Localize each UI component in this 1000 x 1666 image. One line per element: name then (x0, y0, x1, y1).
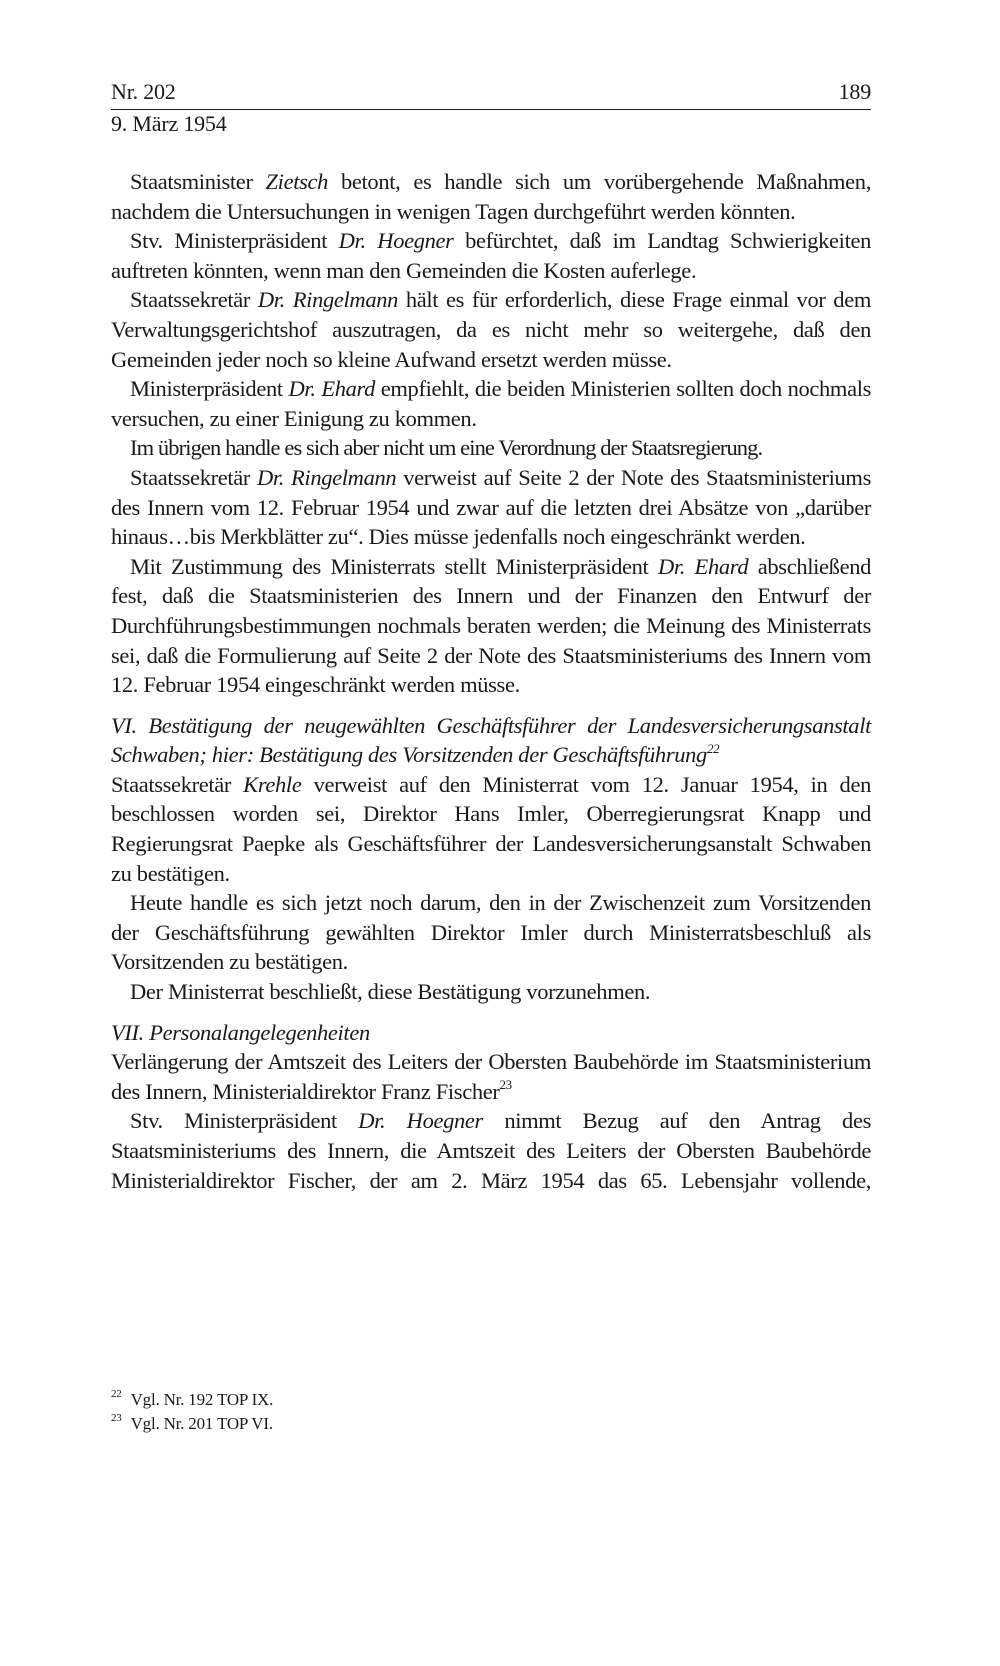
subheading-text: Verlängerung der Amtszeit des Leiters der Obersten Baubehörde im Staatsministerium des Innern, Ministerialdirektor Franz Fischer (111, 1049, 871, 1104)
page-number: 189 (838, 79, 871, 104)
footnote-23 (111, 1412, 273, 1436)
speaker-title: Staatssekretär (130, 287, 258, 313)
speaker-title: Staatssekretär (130, 464, 257, 490)
paragraph-text: betont, es handle sich um vorübergehende Maßnahmen, nachdem die Untersuchungen in wenigen Tagen durchgeführt werden könnten. (111, 169, 871, 224)
footnote-number: 23 (111, 1412, 122, 1425)
speaker-name: Dr. Hoegner (358, 1108, 483, 1134)
paragraph-text: empfiehlt, die beiden Ministerien sollten doch nochmals versuchen, zu einer Einigung zu kommen. (111, 376, 872, 431)
paragraph-text: abschließend fest, daß die Staatsministerien des Innern und der Finanzen den Entwurf der Durchführungsbestimmungen nochmals beraten werden; die Meinung des Ministerrats sei, daß die Formulierung auf Seite 2 der Note des Staatsministeriums des Innern vom 12. Februar 1954 eingeschränkt werden müsse. (111, 553, 872, 698)
section-subheading (111, 1047, 871, 1106)
paragraph-text: nimmt Bezug auf den Antrag des Staatsministeriums des Innern, die Amtszeit des Leiters der Obersten Baubehörde Ministerialdirektor Fischer, der am 2. März 1954 das 65. Lebensjahr vollende, (111, 1108, 871, 1193)
speaker-name: Krehle (243, 771, 302, 797)
paragraph (111, 285, 871, 374)
paragraph-text: Der Ministerrat beschließt, diese Bestätigung vorzunehmen. (130, 979, 651, 1005)
paragraph-text: befürchtet, daß im Landtag Schwierigkeiten auftreten könnten, wenn man den Gemeinden die Kosten auferlege. (111, 228, 872, 283)
paragraph (111, 552, 871, 700)
paragraph-text: hält es für erforderlich, diese Frage einmal vor dem Verwaltungsgerichtshof auszutragen, da es nicht mehr so weitergehe, daß den Gemeinden jeder noch so kleine Aufwand ersetzt werden müsse. (111, 287, 871, 372)
paragraph (111, 770, 871, 888)
speaker-title: Staatsminister (130, 169, 266, 194)
speaker-name: Zietsch (265, 169, 329, 194)
paragraph (111, 1106, 871, 1195)
paragraph (111, 463, 871, 552)
document-body (111, 167, 871, 1195)
running-header (111, 78, 871, 141)
footnote-text: Vgl. Nr. 201 TOP VI. (130, 1414, 273, 1433)
footnote-ref-22[interactable]: 22 (706, 740, 720, 756)
speaker-title: Stv. Ministerpräsident (130, 228, 339, 254)
speaker-name: Dr. Ehard (288, 376, 376, 402)
speaker-title: Staatssekretär (111, 771, 244, 797)
paragraph (111, 226, 871, 285)
section-heading-text: VI. Bestätigung der neugewählten Geschäftsführer der Landesversicherungsanstalt Schwaben; hier: Bestätigung des Vorsitzenden der Geschäftsführung (111, 712, 871, 768)
document-page (111, 78, 871, 1195)
speaker-title: Stv. Ministerpräsident (130, 1108, 359, 1134)
paragraph (111, 167, 871, 226)
paragraph (111, 374, 871, 433)
footnote-ref-23[interactable]: 23 (499, 1077, 512, 1093)
paragraph (111, 888, 871, 977)
speaker-name: Dr. Ringelmann (257, 287, 399, 313)
paragraph-text: verweist auf Seite 2 der Note des Staatsministeriums des Innern vom 12. Februar 1954 und zwar auf die letzten drei Absätze von „darüber hinaus…bis Merkblätter zu“. Dies müsse jedenfalls noch eingeschränkt werden. (111, 464, 871, 550)
speaker-name: Dr. Ringelmann (257, 464, 397, 490)
paragraph (111, 977, 871, 1007)
speaker-title: Mit Zustimmung des Ministerrats stellt Ministerpräsident (130, 553, 658, 579)
paragraph-text: Im übrigen handle es sich aber nicht um eine Verordnung der Staatsregierung. (130, 435, 763, 461)
footnote-22 (111, 1388, 273, 1412)
header-date: 9. März 1954 (111, 111, 227, 136)
paragraph-text: Heute handle es sich jetzt noch darum, den in der Zwischenzeit zum Vorsitzenden der Geschäftsführung gewählten Direktor Imler durch Ministerratsbeschluß als Vorsitzenden zu bestätigen. (111, 890, 871, 975)
speaker-title: Ministerpräsident (130, 376, 289, 402)
footnotes (111, 1388, 273, 1436)
document-number: Nr. 202 (111, 79, 176, 104)
section-heading-text: VII. Personalangelegenheiten (111, 1019, 370, 1045)
paragraph (111, 433, 871, 463)
paragraph-text: verweist auf den Ministerrat vom 12. Januar 1954, in den beschlossen worden sei, Direktor Hans Imler, Oberregierungsrat Knapp und Regierungsrat Paepke als Geschäftsführer der Landesversicherungsanstalt Schwaben zu bestätigen. (111, 771, 871, 886)
speaker-name: Dr. Hoegner (338, 228, 454, 254)
footnote-text: Vgl. Nr. 192 TOP IX. (130, 1390, 274, 1409)
section-heading-vii (111, 1018, 871, 1048)
speaker-name: Dr. Ehard (657, 553, 749, 579)
section-heading-vi (111, 711, 871, 770)
footnote-number: 22 (111, 1388, 122, 1401)
